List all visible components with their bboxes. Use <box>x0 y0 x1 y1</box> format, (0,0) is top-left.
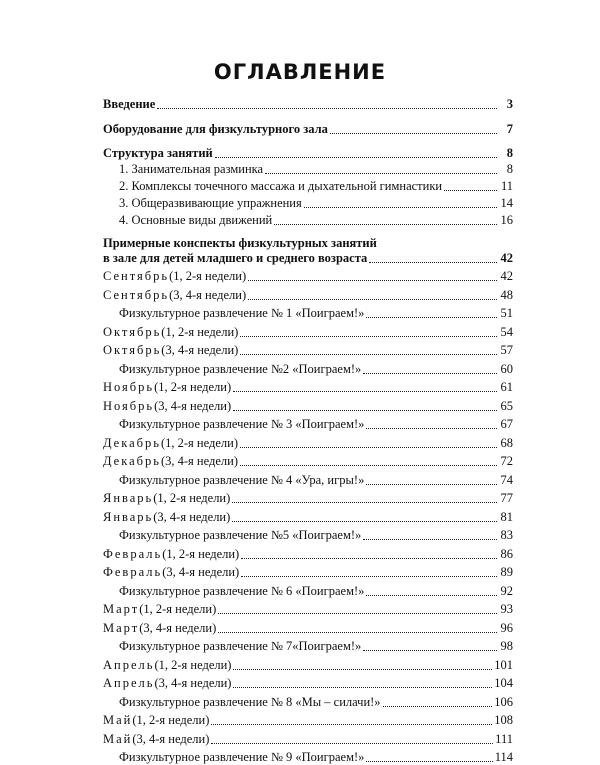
toc-entry-month[interactable] <box>103 375 513 395</box>
leader-dots <box>369 262 497 263</box>
toc-page: 106 <box>494 694 513 709</box>
leader-dots <box>211 724 492 725</box>
weeks-label: (3, 4-я недели) <box>160 454 239 468</box>
month-name: Ноябрь <box>103 380 155 394</box>
toc-label: Физкультурное развлечение № 7«Поиграем!» <box>119 639 362 653</box>
toc-page: 42 <box>500 269 513 283</box>
toc-page: 108 <box>494 713 513 727</box>
leader-dots <box>366 484 497 485</box>
toc-page: 83 <box>500 528 513 542</box>
leader-dots <box>233 669 492 670</box>
toc-entry-event[interactable] <box>119 579 513 599</box>
toc-label: Оборудование для физкультурного зала <box>103 122 328 136</box>
toc-page: 111 <box>495 731 513 746</box>
toc-page: 67 <box>500 417 513 431</box>
month-name: Январь <box>103 509 154 524</box>
weeks-label: (1, 2-я недели) <box>160 435 239 450</box>
leader-dots <box>240 354 497 355</box>
month-name: Ноябрь <box>103 398 155 413</box>
toc-page: 51 <box>500 306 513 320</box>
month-name: Январь <box>103 491 154 505</box>
toc-entry-month[interactable] <box>103 320 513 340</box>
month-name: Октябрь <box>103 343 162 357</box>
leader-dots <box>157 108 497 109</box>
toc-page: 68 <box>500 435 513 450</box>
toc-label: 3. Общеразвивающие упражнения <box>119 196 302 210</box>
leader-dots <box>211 743 493 744</box>
weeks-label: (1, 2-я недели) <box>154 380 232 394</box>
weeks-label: (3, 4-я недели) <box>154 676 232 690</box>
toc-entry-month[interactable] <box>103 431 513 451</box>
toc-entry-month[interactable] <box>103 671 513 691</box>
toc-page: 101 <box>494 657 513 672</box>
toc-label: 1. Занимательная разминка <box>119 162 264 176</box>
leader-dots <box>274 224 497 225</box>
toc-page: 16 <box>500 213 513 227</box>
leader-dots <box>241 558 497 559</box>
toc-entry-event[interactable] <box>119 468 513 488</box>
toc-entry-event[interactable] <box>119 523 513 543</box>
leader-dots <box>366 595 497 596</box>
month-name: Март <box>103 620 140 635</box>
toc-page: 8 <box>506 162 513 176</box>
leader-dots <box>240 465 497 466</box>
toc-entry-event[interactable] <box>119 634 513 654</box>
toc-label: Физкультурное развлечение № 1 «Поиграем!» <box>119 306 365 320</box>
weeks-label: (1, 2-я недели) <box>169 269 247 283</box>
weeks-label: (1, 2-я недели) <box>162 546 240 561</box>
toc-page: 74 <box>500 472 513 487</box>
leader-dots <box>233 687 492 688</box>
month-name: Май <box>103 731 133 746</box>
toc-page: 8 <box>506 146 513 160</box>
month-name: Сентябрь <box>103 287 170 302</box>
toc-page: 3 <box>506 97 513 111</box>
toc-page: 93 <box>500 602 513 616</box>
toc-entry-month[interactable] <box>103 560 513 580</box>
leader-dots <box>366 317 497 318</box>
toc-page: 77 <box>500 491 513 505</box>
month-name: Май <box>103 713 133 727</box>
toc-page: 42 <box>500 251 513 265</box>
leader-dots <box>248 299 497 300</box>
toc-entry-month[interactable] <box>103 597 513 617</box>
toc-label: в зале для детей младшего и среднего возраста <box>103 251 368 265</box>
toc-page: 61 <box>500 380 513 394</box>
leader-dots <box>248 280 497 281</box>
toc-page: 81 <box>500 509 513 524</box>
leader-dots <box>363 650 497 651</box>
toc-entry-month[interactable] <box>103 542 513 562</box>
weeks-label: (3, 4-я недели) <box>153 509 231 524</box>
toc-entry-month[interactable] <box>103 264 513 284</box>
weeks-label: (1, 2-я недели) <box>161 324 239 339</box>
weeks-label: (3, 4-я недели) <box>154 398 232 413</box>
leader-dots <box>218 632 497 633</box>
month-name: Октябрь <box>103 324 162 339</box>
toc-page: 7 <box>506 122 513 136</box>
leader-dots <box>233 391 497 392</box>
toc-page: 54 <box>500 324 513 339</box>
leader-dots <box>232 502 497 503</box>
toc-entry-month[interactable] <box>103 394 513 414</box>
month-name: Декабрь <box>103 435 161 450</box>
toc-page: 114 <box>494 750 513 764</box>
month-name: Декабрь <box>103 454 161 468</box>
toc-page: 14 <box>500 196 513 210</box>
toc-entry-month[interactable] <box>103 505 513 525</box>
toc-entry-month[interactable] <box>103 283 513 303</box>
toc-label: Структура занятий <box>103 146 213 160</box>
leader-dots <box>240 336 497 337</box>
toc-entry-section[interactable] <box>103 246 513 266</box>
toc-page: 48 <box>500 287 513 302</box>
toc-label: Введение <box>103 97 156 111</box>
toc-entry-intro[interactable] <box>103 92 513 112</box>
section-heading-line1: Примерные конспекты физкультурных занятий <box>103 236 377 250</box>
weeks-label: (1, 2-я недели) <box>154 657 232 672</box>
toc-label: Физкультурное развлечение №2 «Поиграем!» <box>119 361 362 376</box>
toc-entry-month[interactable] <box>103 486 513 506</box>
toc-label: Физкультурное развлечение № 6 «Поиграем!» <box>119 583 365 598</box>
leader-dots <box>232 521 497 522</box>
weeks-label: (1, 2-я недели) <box>132 713 210 727</box>
leader-dots <box>218 613 497 614</box>
toc-label: 4. Основные виды движений <box>119 213 273 227</box>
toc-label: Физкультурное развлечение № 4 «Ура, игры!» <box>119 472 365 487</box>
leader-dots <box>363 373 497 374</box>
leader-dots <box>233 410 497 411</box>
toc-page: 89 <box>500 565 513 579</box>
toc-page: 98 <box>500 639 513 653</box>
toc-page: 65 <box>500 398 513 413</box>
leader-dots <box>363 539 497 540</box>
weeks-label: (1, 2-я недели) <box>153 491 231 505</box>
toc-page: 96 <box>500 620 513 635</box>
month-name: Апрель <box>103 657 155 672</box>
toc-label: 2. Комплексы точечного массажа и дыхательной гимнастики <box>119 179 443 193</box>
month-name: Февраль <box>103 565 163 579</box>
toc-entry-event[interactable] <box>119 745 513 765</box>
toc-page: 92 <box>500 583 513 598</box>
toc-entry-month[interactable] <box>103 727 513 747</box>
leader-dots <box>330 133 497 134</box>
toc-entry-month[interactable] <box>103 449 513 469</box>
toc-entry-event[interactable] <box>119 412 513 432</box>
toc-page: 11 <box>500 179 513 193</box>
month-name: Апрель <box>103 676 155 690</box>
toc-entry-month[interactable] <box>103 708 513 728</box>
toc-label: Физкультурное развлечение №5 «Поиграем!» <box>119 528 362 542</box>
leader-dots <box>366 761 492 762</box>
toc-page: 72 <box>500 454 513 468</box>
page-title: ОГЛАВЛЕНИЕ <box>213 60 387 84</box>
month-name: Февраль <box>103 546 163 561</box>
month-name: Сентябрь <box>103 269 170 283</box>
toc-entry-month[interactable] <box>103 616 513 636</box>
toc-entry-event[interactable] <box>119 357 513 377</box>
toc-entry-event[interactable] <box>119 301 513 321</box>
weeks-label: (3, 4-я недели) <box>161 343 239 357</box>
toc-entry-event[interactable] <box>119 690 513 710</box>
weeks-label: (1, 2-я недели) <box>139 602 217 616</box>
weeks-label: (3, 4-я недели) <box>132 731 210 746</box>
weeks-label: (3, 4-я недели) <box>162 565 240 579</box>
toc-label: Физкультурное развлечение № 9 «Поиграем!» <box>119 750 365 764</box>
toc-page: 60 <box>500 361 513 376</box>
month-name: Март <box>103 602 140 616</box>
leader-dots <box>240 447 497 448</box>
toc-entry-month[interactable] <box>103 653 513 673</box>
toc-page: 86 <box>500 546 513 561</box>
toc-label: Физкультурное развлечение № 8 «Мы – силачи!» <box>119 694 381 709</box>
toc-subentry[interactable] <box>119 208 513 228</box>
leader-dots <box>366 428 497 429</box>
toc-page: 57 <box>500 343 513 357</box>
toc-entry-equipment[interactable] <box>103 117 513 137</box>
weeks-label: (3, 4-я недели) <box>139 620 217 635</box>
toc-entry-month[interactable] <box>103 338 513 358</box>
leader-dots <box>383 706 493 707</box>
toc-page: 104 <box>494 676 513 690</box>
leader-dots <box>241 576 497 577</box>
weeks-label: (3, 4-я недели) <box>169 287 247 302</box>
toc-label: Физкультурное развлечение № 3 «Поиграем!» <box>119 417 365 431</box>
